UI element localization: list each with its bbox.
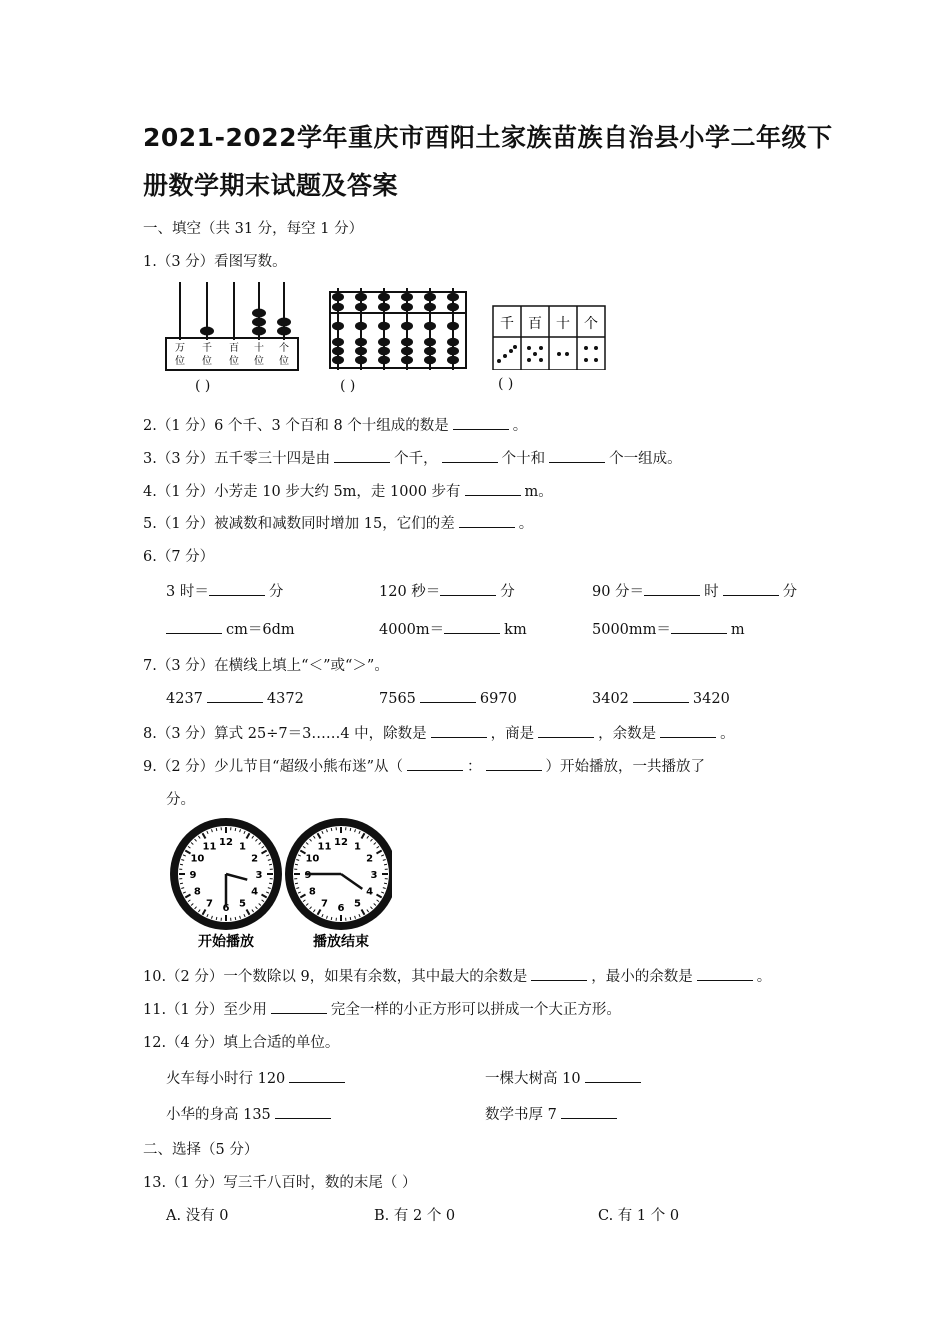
abacus-bead — [424, 338, 436, 347]
question-7: 7.（3 分）在横线上填上“＜”或“＞”。 — [143, 658, 389, 674]
question-3: 3.（3 分）五千零三十四是由 个千， 个十和 个一组成。 — [143, 447, 682, 468]
clock-number: 5 — [239, 898, 246, 910]
abacus-bead — [378, 338, 390, 347]
clock-number: 3 — [370, 870, 378, 881]
abacus-bead — [447, 322, 459, 331]
question-8: 8.（3 分）算式 25÷7＝3……4 中，除数是 ，商是 ，余数是 。 — [143, 722, 735, 743]
abacus-label-qian: 千 — [202, 343, 212, 354]
question-13: 13.（1 分）写三千八百时，数的末尾（ ） — [143, 1175, 417, 1191]
counter-header-ge: 个 — [584, 316, 598, 332]
q12-item-4: 数学书厚 7 — [485, 1103, 621, 1124]
q6-row1-c: 90 分＝ 时 分 — [592, 580, 797, 601]
abacus-bead — [447, 347, 459, 356]
clock-number: 7 — [206, 898, 213, 910]
abacus-bead — [332, 303, 344, 312]
abacus-bead — [424, 303, 436, 312]
abacus-bead — [378, 356, 390, 365]
q13-option-a[interactable]: A. 没有 0 — [166, 1208, 229, 1224]
abacus-bead — [378, 293, 390, 302]
abacus-label-shi: 十 — [254, 343, 264, 354]
answer-blank[interactable] — [440, 581, 496, 596]
clock-number: 10 — [305, 853, 320, 865]
answer-blank[interactable] — [334, 448, 390, 463]
answer-blank[interactable] — [633, 688, 689, 703]
answer-blank[interactable] — [166, 619, 222, 634]
question-4: 4.（1 分）小芳走 10 步大约 5m，走 1000 步有 m。 — [143, 480, 553, 501]
abacus-label-ge: 个 — [279, 343, 289, 354]
question-1: 1.（3 分）看图写数。 — [143, 254, 287, 270]
clock-number: 9 — [189, 870, 197, 881]
clock-number: 3 — [255, 870, 263, 881]
question-10: 10.（2 分）一个数除以 9，如果有余数，其中最大的余数是 ，最小的余数是 。 — [143, 965, 771, 986]
clock-number: 4 — [251, 886, 259, 898]
abacus-bead — [401, 338, 413, 347]
clocks-figure — [164, 816, 392, 952]
question-9-cont: 分。 — [166, 792, 195, 808]
clock-number: 5 — [354, 898, 361, 910]
counter-chart-figure — [490, 304, 608, 370]
clock-number: 1 — [354, 841, 361, 853]
answer-blank[interactable] — [585, 1068, 641, 1083]
question-5: 5.（1 分）被减数和减数同时增加 15，它们的差 。 — [143, 512, 533, 533]
section-1-heading: 一、填空（共 31 分，每空 1 分） — [143, 221, 364, 237]
abacus-bead — [447, 356, 459, 365]
clock-end-label: 播放结束 — [313, 934, 369, 950]
answer-blank[interactable] — [420, 688, 476, 703]
q7-item-3: 3402 3420 — [592, 688, 730, 707]
answer-blank[interactable] — [209, 581, 265, 596]
title-line-1: 2021-2022学年重庆市酉阳土家族苗族自治县小学二年级下 — [143, 123, 833, 152]
question-12: 12.（4 分）填上合适的单位。 — [143, 1035, 340, 1051]
answer-blank[interactable] — [207, 688, 263, 703]
q7-item-1: 4237 4372 — [166, 688, 304, 707]
answer-blank[interactable] — [444, 619, 500, 634]
question-6: 6.（7 分） — [143, 549, 215, 565]
answer-blank[interactable] — [275, 1104, 331, 1119]
svg-text:位: 位 — [229, 356, 239, 367]
answer-blank[interactable] — [407, 756, 463, 771]
abacus-bead — [332, 322, 344, 331]
clock-number: 10 — [190, 853, 205, 865]
answer-paren-2: ( ) — [340, 378, 356, 394]
answer-blank[interactable] — [431, 723, 487, 738]
q6-row1-b: 120 秒＝ 分 — [379, 580, 515, 601]
clock-number: 11 — [202, 841, 217, 853]
counter-header-shi: 十 — [556, 316, 570, 332]
title-line-2: 册数学期末试题及答案 — [143, 171, 399, 200]
answer-blank[interactable] — [465, 481, 521, 496]
clock-number: 8 — [308, 886, 316, 898]
clock-start-label: 开始播放 — [198, 934, 254, 950]
clock-number: 2 — [251, 853, 259, 865]
abacus-bead — [424, 293, 436, 302]
abacus-figure-2 — [326, 286, 472, 376]
abacus-bead — [424, 356, 436, 365]
counter-header-qian: 千 — [500, 316, 514, 332]
abacus-bead — [332, 338, 344, 347]
question-9: 9.（2 分）少儿节目“超级小熊布迷”从（ ： ）开始播放，一共播放了 — [143, 755, 705, 776]
clock-number: 6 — [337, 903, 345, 914]
abacus-bead — [332, 347, 344, 356]
answer-blank[interactable] — [531, 966, 587, 981]
q6-row2-b: 4000m＝ km — [379, 618, 527, 639]
counter-header-bai: 百 — [528, 316, 542, 332]
answer-blank[interactable] — [459, 513, 515, 528]
answer-blank[interactable] — [453, 415, 509, 430]
abacus-label-bai: 百 — [229, 343, 239, 354]
abacus-bead — [447, 338, 459, 347]
q7-item-2: 7565 6970 — [379, 688, 517, 707]
abacus-bead — [401, 347, 413, 356]
abacus-bead — [401, 293, 413, 302]
abacus-bead — [332, 356, 344, 365]
svg-text:位: 位 — [254, 356, 264, 367]
q13-option-b[interactable]: B. 有 2 个 0 — [374, 1208, 456, 1224]
clock-end — [285, 818, 392, 930]
clock-number: 9 — [304, 870, 312, 881]
clock-number: 8 — [193, 886, 201, 898]
abacus-bead — [378, 322, 390, 331]
answer-blank[interactable] — [442, 448, 498, 463]
q6-row2-c: 5000mm＝ m — [592, 618, 745, 639]
abacus-bead — [401, 322, 413, 331]
question-11: 11.（1 分）至少用 完全一样的小正方形可以拼成一个大正方形。 — [143, 998, 621, 1019]
answer-blank[interactable] — [549, 448, 605, 463]
clock-number: 12 — [219, 837, 233, 848]
abacus-bead — [355, 322, 367, 331]
section-2-heading: 二、选择（5 分） — [143, 1142, 259, 1158]
abacus-bead — [355, 356, 367, 365]
abacus-bead — [447, 293, 459, 302]
abacus-bead — [355, 303, 367, 312]
answer-paren-1: ( ) — [195, 378, 211, 394]
answer-blank[interactable] — [486, 756, 542, 771]
abacus-figure-1 — [160, 278, 306, 400]
abacus-label-wan: 万 — [175, 343, 185, 354]
question-2: 2.（1 分）6 个千、3 个百和 8 个十组成的数是 。 — [143, 414, 527, 435]
answer-blank[interactable] — [671, 619, 727, 634]
clock-number: 4 — [366, 886, 374, 898]
answer-blank[interactable] — [538, 723, 594, 738]
svg-text:位: 位 — [279, 356, 289, 367]
abacus-bead — [401, 356, 413, 365]
clock-number: 7 — [321, 898, 328, 910]
abacus-bead — [355, 338, 367, 347]
abacus-bead — [424, 347, 436, 356]
q12-item-1: 火车每小时行 120 — [166, 1067, 349, 1088]
abacus-bead — [447, 303, 459, 312]
answer-blank[interactable] — [561, 1104, 617, 1119]
abacus-bead — [401, 303, 413, 312]
clock-number: 12 — [334, 837, 348, 848]
abacus-bead — [355, 347, 367, 356]
clock-number: 11 — [317, 841, 332, 853]
abacus-bead — [378, 347, 390, 356]
abacus-bead — [355, 293, 367, 302]
answer-blank[interactable] — [697, 966, 753, 981]
answer-blank[interactable] — [723, 581, 779, 596]
q12-item-3: 小华的身高 135 — [166, 1103, 335, 1124]
abacus-bead — [332, 293, 344, 302]
answer-paren-3: ( ) — [498, 376, 514, 392]
abacus-bead — [378, 303, 390, 312]
clock-number: 1 — [239, 841, 246, 853]
answer-blank[interactable] — [660, 723, 716, 738]
q13-option-c[interactable]: C. 有 1 个 0 — [598, 1208, 680, 1224]
q12-item-2: 一棵大树高 10 — [485, 1067, 645, 1088]
answer-blank[interactable] — [289, 1068, 345, 1083]
abacus-bead — [424, 322, 436, 331]
q6-row2-a: cm＝6dm — [166, 618, 295, 639]
clock-number: 2 — [366, 853, 374, 865]
answer-blank[interactable] — [644, 581, 700, 596]
svg-text:位: 位 — [175, 356, 185, 367]
q6-row1-a: 3 时＝ 分 — [166, 580, 283, 601]
clock-number: 6 — [222, 903, 230, 914]
svg-text:位: 位 — [202, 356, 212, 367]
answer-blank[interactable] — [271, 999, 327, 1014]
clock-start — [170, 818, 282, 930]
